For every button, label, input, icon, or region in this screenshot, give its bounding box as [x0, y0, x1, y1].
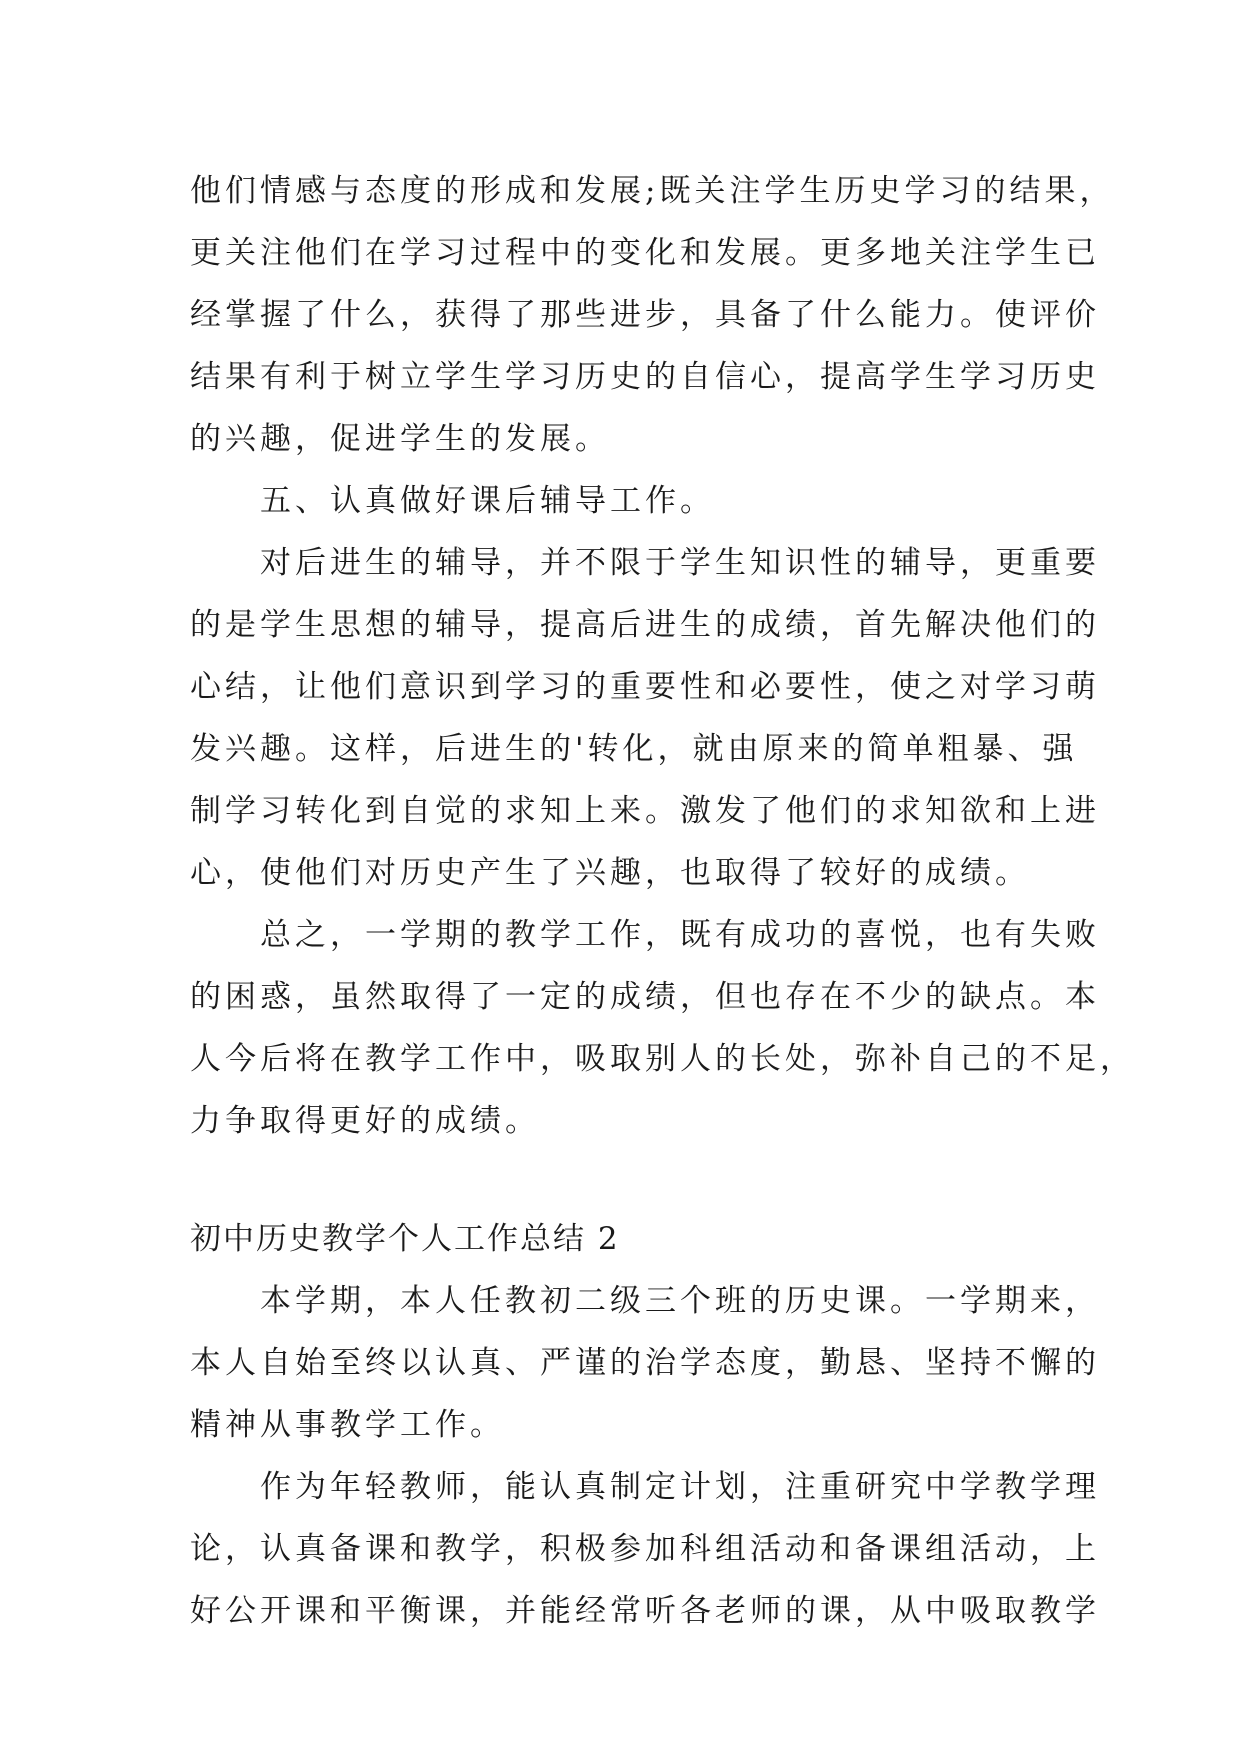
text-line: 经掌握了什么，获得了那些进步，具备了什么能力。使评价 [190, 297, 1100, 333]
text-line: 他们情感与态度的形成和发展;既关注学生历史学习的结果， [190, 173, 1115, 209]
text-line: 人今后将在教学工作中，吸取别人的长处，弥补自己的不足， [190, 1041, 1135, 1077]
document-heading: 初中历史教学个人工作总结 2 [190, 1221, 620, 1257]
text-line: 本学期，本人任教初二级三个班的历史课。一学期来， [190, 1283, 1100, 1319]
text-line: 作为年轻教师，能认真制定计划，注重研究中学教学理 [190, 1469, 1100, 1505]
text-line: 心，使他们对历史产生了兴趣，也取得了较好的成绩。 [190, 855, 1030, 891]
text-block-2 [190, 1270, 1100, 1642]
text-line: 的兴趣，促进学生的发展。 [190, 421, 610, 457]
document-body [190, 160, 1135, 1642]
text-line: 本人自始至终以认真、严谨的治学态度，勤恳、坚持不懈的 [190, 1345, 1100, 1381]
text-line: 更关注他们在学习过程中的变化和发展。更多地关注学生已 [190, 235, 1100, 271]
text-line: 发兴趣。这样，后进生的'转化，就由原来的简单粗暴、强 [190, 731, 1078, 767]
text-block-1 [190, 160, 1135, 1152]
text-line: 制学习转化到自觉的求知上来。激发了他们的求知欲和上进 [190, 793, 1100, 829]
text-line: 总之，一学期的教学工作，既有成功的喜悦，也有失败 [190, 917, 1100, 953]
text-line: 结果有利于树立学生学习历史的自信心，提高学生学习历史 [190, 359, 1100, 395]
text-line: 的困惑，虽然取得了一定的成绩，但也存在不少的缺点。本 [190, 979, 1100, 1015]
text-line: 精神从事教学工作。 [190, 1407, 505, 1443]
text-line: 心结，让他们意识到学习的重要性和必要性，使之对学习萌 [190, 669, 1100, 705]
text-line: 的是学生思想的辅导，提高后进生的成绩，首先解决他们的 [190, 607, 1100, 643]
text-line: 对后进生的辅导，并不限于学生知识性的辅导，更重要 [190, 545, 1100, 581]
text-line: 论，认真备课和教学，积极参加科组活动和备课组活动，上 [190, 1531, 1100, 1567]
section-spacer [190, 1152, 1080, 1208]
text-line: 好公开课和平衡课，并能经常听各老师的课，从中吸取教学 [190, 1593, 1100, 1629]
section-heading-five: 五、认真做好课后辅导工作。 [190, 483, 715, 519]
text-line: 力争取得更好的成绩。 [190, 1103, 540, 1139]
